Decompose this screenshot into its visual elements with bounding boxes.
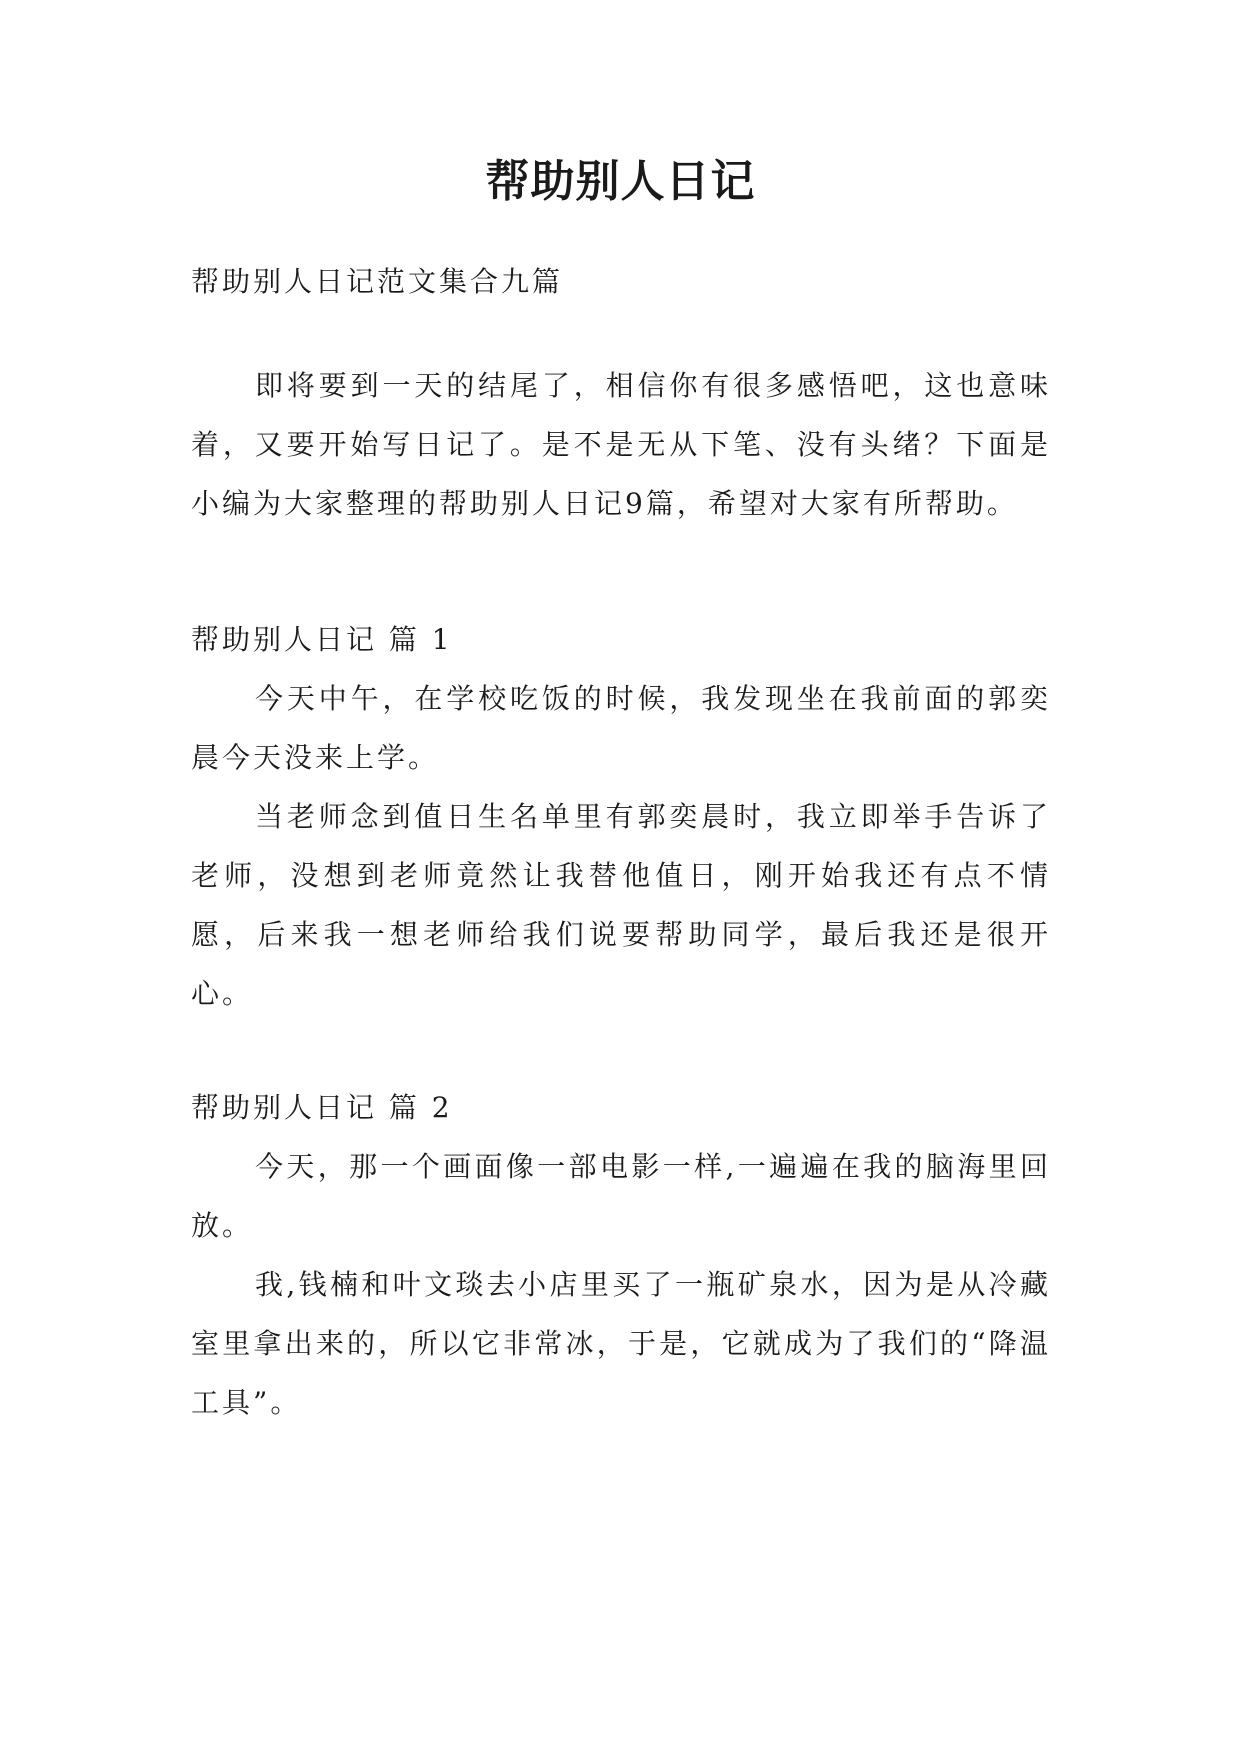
intro-paragraph: 即将要到一天的结尾了，相信你有很多感悟吧，这也意味着，又要开始写日记了。是不是无从下笔、没有头绪？下面是小编为大家整理的帮助别人日记9篇，希望对大家有所帮助。 <box>191 369 1051 520</box>
section-2-heading: 帮助别人日记 篇 2 <box>191 1091 453 1124</box>
section-2-paragraph-1: 今天，那一个画面像一部电影一样,一遍遍在我的脑海里回放。 <box>191 1150 1051 1242</box>
section-1-heading: 帮助别人日记 篇 1 <box>191 623 453 656</box>
document-subtitle: 帮助别人日记范文集合九篇 <box>191 265 564 298</box>
section-1-paragraph-1: 今天中午，在学校吃饭的时候，我发现坐在我前面的郭奕晨今天没来上学。 <box>191 682 1051 774</box>
section-1-paragraph-2: 当老师念到值日生名单里有郭奕晨时，我立即举手告诉了老师，没想到老师竟然让我替他值日，刚开始我还有点不情愿，后来我一想老师给我们说要帮助同学，最后我还是很开心。 <box>191 800 1051 1010</box>
document-title: 帮助别人日记 <box>485 156 756 207</box>
section-2-paragraph-2: 我,钱楠和叶文琰去小店里买了一瓶矿泉水，因为是从冷藏室里拿出来的，所以它非常冰，于是，它就成为了我们的“降温工具”。 <box>191 1268 1051 1419</box>
